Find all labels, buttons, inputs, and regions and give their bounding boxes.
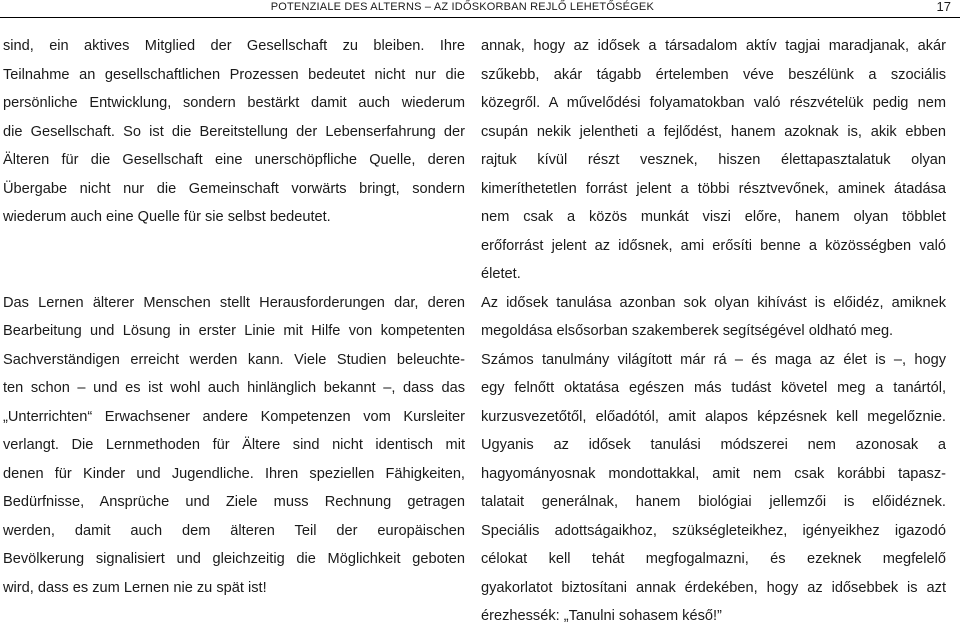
text-line: Teilnahme an gesellschaftlichen Prozessen bedeutet nicht nur die — [3, 66, 465, 83]
text-line: verlangt. Die Lernmethoden für Ältere sind nicht identisch mit — [3, 437, 465, 453]
text-line: nem csak a közös munkát viszi előre, hanem olyan többlet — [481, 209, 946, 225]
hungarian-paragraph-1 — [481, 32, 946, 289]
text-line: megoldása elsősorban szakemberek segítségével oldható meg. — [481, 323, 894, 339]
german-column — [3, 32, 465, 602]
text-line: életet. — [481, 266, 521, 282]
text-line: Bedürfnisse, Ansprüche und Ziele muss Rechnung getragen — [3, 494, 465, 510]
text-line: wird, dass es zum Lernen nie zu spät ist! — [3, 579, 267, 596]
text-line: denen für Kinder und Jugendliche. Ihren speziellen Fähigkeiten, — [3, 465, 465, 482]
text-line: erőforrást jelent az idősnek, ami erősíti benne a közösségben való — [481, 237, 946, 254]
text-line: közegről. A művelődési folyamatokban való részvételük pedig nem — [481, 95, 946, 111]
paragraph-gap — [3, 260, 465, 289]
text-line: Bevölkerung signalisiert und gleichzeitig die Möglichkeit geboten — [3, 551, 465, 567]
text-line: ten schon – und es ist wohl auch hinlänglich bekannt –, dass das — [3, 380, 465, 396]
text-line: Az idősek tanulása azonban sok olyan kihívást is előidéz, amiknek — [481, 294, 946, 311]
text-line: sind, ein aktives Mitglied der Gesellschaft zu bleiben. Ihre — [3, 38, 465, 54]
text-line: Älteren für die Gesellschaft eine unerschöpfliche Quelle, deren — [3, 152, 465, 168]
text-line: Das Lernen älterer Menschen stellt Herausforderungen dar, deren — [3, 294, 465, 311]
page-number: 17 — [936, 0, 951, 14]
text-line: Speciális adottságaikhoz, szükségleteikhez, igényeikhez igazodó — [481, 522, 946, 539]
text-line: werden, damit auch dem älteren Teil der europäischen — [3, 522, 465, 539]
header-rule — [0, 17, 960, 18]
text-line: Sachverständigen erreicht werden kann. Viele Studien beleuchte- — [3, 351, 465, 368]
text-line: „Unterrichten“ Erwachsener andere Kompetenzen vom Kursleiter — [3, 408, 465, 425]
text-line: célokat kell tehát megfogalmazni, és ezeknek megfelelő — [481, 551, 946, 567]
text-line: persönliche Entwicklung, sondern bestärkt damit auch wiederum — [3, 95, 465, 111]
hungarian-paragraph-2 — [481, 289, 946, 631]
text-line: Übergabe nicht nur die Gemeinschaft vorwärts bringt, sondern — [3, 180, 465, 197]
text-line: érezhessék: „Tanulni sohasem késő!” — [481, 608, 722, 624]
text-line: Bearbeitung und Lösung in erster Linie mit Hilfe von kompetenten — [3, 323, 465, 339]
text-line: rajtuk kívül részt vesznek, hiszen élettapasztalatuk olyan — [481, 152, 946, 168]
page-header — [0, 0, 960, 22]
running-title: POTENZIALE DES ALTERNS – AZ IDŐSKORBAN REJLŐ LEHETŐSÉGEK — [270, 1, 654, 13]
text-line: gyakorlatot biztosítani annak érdekében, hogy az idősebbek is azt — [481, 579, 946, 596]
text-line: egy felnőtt oktatása egészen más tudást követel meg a tanártól, — [481, 380, 946, 396]
text-line: hagyományosnak mondottakkal, amit nem csak korábbi tapasz- — [481, 465, 946, 482]
text-line: talatait generálnak, hanem biológiai jellemzői is előidéznek. — [481, 494, 946, 510]
text-line: kimeríthetetlen forrást jelent a többi résztvevőnek, aminek átadása — [481, 180, 946, 197]
text-line: kurzusvezetőtől, előadótól, amit alapos képzésnek kell megelőznie. — [481, 408, 946, 425]
text-line: annak, hogy az idősek a társadalom aktív tagjai maradjanak, akár — [481, 38, 946, 54]
text-line: Számos tanulmány világított már rá – és maga az élet is –, hogy — [481, 351, 946, 368]
text-line: wiederum auch eine Quelle für sie selbst bedeutet. — [3, 209, 331, 225]
text-line: die Gesellschaft. So ist die Bereitstellung der Lebenserfahrung der — [3, 123, 465, 140]
text-line: Ugyanis az idősek tanulási módszerei nem azonosak a — [481, 437, 946, 453]
german-paragraph-1 — [3, 32, 465, 232]
text-line: szűkebb, akár tágabb értelemben véve beszélünk a szociális — [481, 66, 946, 83]
hungarian-column — [481, 32, 946, 631]
german-paragraph-2 — [3, 289, 465, 603]
text-line: csupán nekik jelentheti a fejlődést, hanem azoknak is, akik ebben — [481, 123, 946, 140]
paragraph-gap — [3, 232, 465, 261]
